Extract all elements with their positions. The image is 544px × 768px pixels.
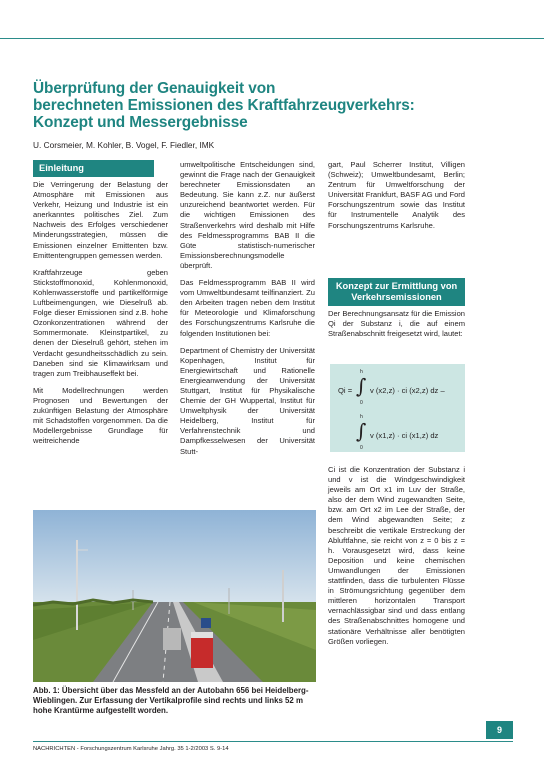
formula-box <box>330 364 465 452</box>
formula-term-2: v (x1,z) · ci (x1,z) dz <box>370 431 439 440</box>
page-number: 9 <box>486 721 513 739</box>
integral-upper-1: h <box>360 369 363 375</box>
paragraph: Das Feldmessprogramm BAB II wird vom Umweltbundesamt teilfinanziert. Zu den Arbeiten tragen neben dem Institut für Meteorologie und Klimaforschung des Forschungszentrums Karlsruhe die folgenden Institutionen bei: <box>180 278 315 338</box>
paragraph: Die Verringerung der Belastung der Atmosphäre mit Emissionen aus Verkehr, Heizung und Industrie ist ein anerkanntes politisches Ziel. Zum Nachweis des Erfolges verschiedener Minderungsstrategien, müssen die Emissionen einzelner Emittenten bzw. Emittentengruppen gemessen werden. <box>33 180 168 260</box>
integral-sign-2: ∫ <box>356 419 367 443</box>
paragraph: Der Berechnungsansatz für die Emission Qi der Substanz i, die auf einem Straßenabschnitt freigesetzt wird, lautet: <box>328 309 465 339</box>
integral-upper-2: h <box>360 414 363 420</box>
article-title: Überprüfung der Genauigkeit von berechneten Emissionen des Kraftfahrzeugverkehrs: Konzept und Messergebnisse <box>33 80 415 131</box>
formula-intro <box>328 309 465 346</box>
paragraph: gart, Paul Scherrer Institut, Villigen (Schweiz); Umweltbundesamt, Berlin; Zentrum für Umweltforschung der Universität Frankfurt, BASF AG und Ford Forschungszentrum sowie das Institut für Instrumentelle Analytik des Forschungszentrums Karlsruhe. <box>328 160 465 230</box>
figure-photo-autobahn <box>33 510 316 682</box>
column-3-top <box>328 160 465 238</box>
section-heading-konzept: Konzept zur Ermittlung von Verkehrsemissionen <box>328 278 465 306</box>
column-1 <box>33 180 168 453</box>
paragraph: umweltpolitische Entscheidungen sind, gewinnt die Frage nach der Genauigkeit berechneter Emissionsdaten an Bedeutung. Sie kann z.Z. nur äußerst unzureichend beantwortet werden. Für die wichtigen Emissionen des Straßenverkehrs wird deshalb mit Hilfe des Feldmessprogramms BAB II die Güte statistisch-numerischer Emissionsberechnungsmodelle überprüft. <box>180 160 315 270</box>
formula-term-1: v (x2,z) · ci (x2,z) dz – <box>370 386 445 395</box>
autobahn-photo-illustration <box>33 510 316 682</box>
paragraph: Mit Modellrechnungen werden Prognosen und Bewertungen der zukünftigen Belastung der Atmosphäre mit Schadstoffen vorgenommen. Da die Modellergebnisse Grundlage für weitreichende <box>33 385 168 446</box>
footer-text: NACHRICHTEN - Forschungszentrum Karlsruhe Jahrg. 35 1-2/2003 S. 9-14 <box>33 746 229 752</box>
top-rule <box>0 38 544 39</box>
integral-lower-2: 0 <box>360 445 363 451</box>
figure-caption: Abb. 1: Übersicht über das Messfeld an der Autobahn 656 bei Heidelberg-Wieblingen. Zur Erfassung der Vertikalprofile sind rechts und links 52 m hohe Krantürme aufgestellt worden. <box>33 686 309 716</box>
column-2 <box>180 160 315 464</box>
integral-lower-1: 0 <box>360 400 363 406</box>
integral-sign-1: ∫ <box>356 374 367 398</box>
section-heading-einleitung: Einleitung <box>33 160 154 177</box>
paragraph: Kraftfahrzeuge geben Stickstoffmonoxid, Kohlenmonoxid, Kohlenwasserstoffe und partikelförmige Luftbeimengungen, wie Dieselruß ab. Folge dieser Emissionen sind z.B. hohe Ozonkonzentrationen während der Sommermonate. Kleinstpartikel, zu denen der Dieselruß gehört, stehen im Verdacht gesundheitsschädlich zu sein. Daneben sind sie Klimawirksam und tragen zum Treibhauseffekt bei. <box>33 267 168 378</box>
paragraph: Department of Chemistry der Universität Kopenhagen, Institut für Energiewirtschaft und Rationelle Energieanwendung der Universität Stuttgart, Institut für Physikalische Chemie der GH Wuppertal, Institut für Umweltphysik der Universität Heidelberg, Institut für Verfahrenstechnik und Dampfkesselwesen der Universität Stutt- <box>180 345 315 456</box>
column-3-bottom <box>328 465 465 654</box>
authors: U. Corsmeier, M. Kohler, B. Vogel, F. Fiedler, IMK <box>33 140 215 150</box>
bottom-rule <box>33 741 513 742</box>
formula-lhs: Qi = <box>338 386 353 395</box>
paragraph: Ci ist die Konzentration der Substanz i und v ist die Windgeschwindigkeit jeweils am Ort x1 im Luv der Straße, also der dem Wind zugewandten Seite, bzw. am Ort x2 im Lee der Straße, der dem Wind abgewandten Seite; z beschreibt die vertikale Erstreckung der Abluftfahne, sie reicht von z = 0 bis z = h. Vorausgesetzt wird, dass keine Deposition und keine chemischen Umwandlungen der Emissionen stattfinden, dass die turbulenten Flüsse in Strömungsrichtung gegenüber dem mittleren horizontalen Transport vernachlässigbar sind und dass entlang des Straßenabschnittes homogene und stationäre Verhältnisse aller benötigten Größen vorliegen. <box>328 465 465 646</box>
